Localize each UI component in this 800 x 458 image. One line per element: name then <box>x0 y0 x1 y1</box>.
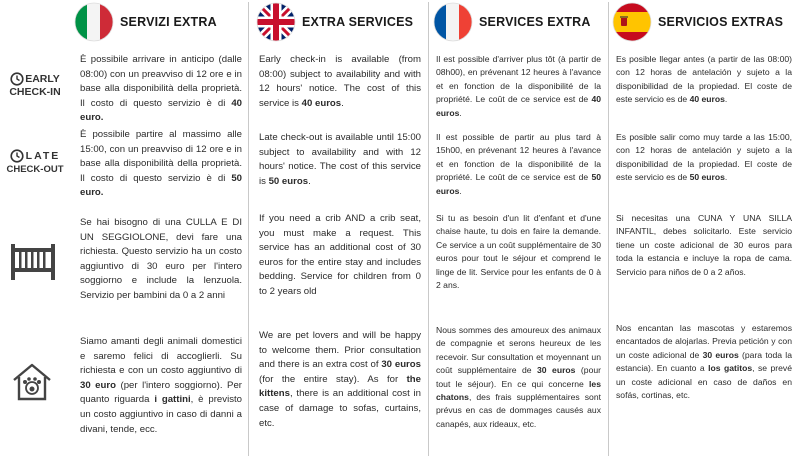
es-early-checkin: Es posible llegar antes (a partir de las 08:00) con 12 horas de antelación y sujeto a la disponibilidad de la propiedad. El coste de este servicio es de 40 euros. <box>616 54 792 105</box>
late-checkout-label: LATE CHECK-OUT <box>4 149 66 176</box>
column-divider <box>248 2 249 456</box>
column-divider <box>428 2 429 456</box>
fr-pets: Nous sommes des amoureux des animaux de compagnie et serons heureux de les recevoir. Sur consultation et moyennant un coût supplémentaire de 30 euros (pour tout le séjour). En ce qui concerne les chatons, des frais supplémentaires sont prévus en cas de dommages causés aux canapés, aux rideaux, etc. <box>436 325 601 429</box>
header-title: EXTRA SERVICES <box>302 15 414 29</box>
clock-icon <box>10 72 24 86</box>
fr-crib: Si tu as besoin d'un lit d'enfant et d'une chaise haute, tu dois en faire la demande. Ce service a un coût supplémentaire de 30 euros pour tout le séjour et comprend le linge de lit. Service pour les enfants de 0 à 2 ans. <box>436 213 601 291</box>
fr-late-checkout: Il est possible de partir au plus tard à 15h00, en prévenant 12 heures à l'avance et en fonction de la disponibilité de la propriété. Le coût de ce service est de 50 euros. <box>436 132 601 196</box>
it-crib: Se hai bisogno di una CULLA E DI UN SEGGIOLONE, devi fare una richiesta. Questo servizio ha un costo aggiuntivo di 30 euro per l'intero soggiorno e include la lenzuola. Servizio per bambini da 0 a 2 anni <box>80 217 242 301</box>
pet-house-icon <box>10 360 54 404</box>
spain-flag-icon <box>612 2 652 42</box>
late-checkout-label-line2: CHECK-OUT <box>6 164 64 175</box>
uk-flag-icon <box>256 2 296 42</box>
it-pets: Siamo amanti degli animali domestici e saremo felici di accoglierli. Su richiesta e con un costo aggiuntivo di 30 euro (per l'intero soggiorno). Per quanto riguarda i gattini, è previsto un costo aggiuntivo in caso di danni a divani, tende, ecc. <box>80 336 242 435</box>
early-checkin-label: EARLY CHECK-IN <box>4 72 66 99</box>
header-title: SERVICES EXTRA <box>479 15 591 29</box>
header-title: SERVICIOS EXTRAS <box>658 15 784 29</box>
it-early-checkin: È possibile arrivare in anticipo (dalle 08:00) con un preavviso di 12 ore e in base alla disponibilità della proprietà. Il costo di questo servizio è di 40 euro. <box>80 54 242 124</box>
clock-icon <box>10 149 24 163</box>
es-crib: Si necesitas una CUNA Y UNA SILLA INFANTIL, debes solicitarlo. Este servicio tiene un coste adicional de 30 euros para toda la estancia e incluye la ropa de cama. Servicio para niños de 0 a 2 años. <box>616 213 792 277</box>
crib-icon <box>8 240 58 282</box>
it-late-checkout: È possibile partire al massimo alle 15:00, con un preavviso di 12 ore e in base alla disponibilità della proprietà. Il costo di questo servizio è di 50 euro. <box>80 129 242 199</box>
en-late-checkout: Late check-out is available until 15:00 subject to availability and with 12 hours' notice. The cost of this service is 50 euros. <box>259 132 421 187</box>
fr-early-checkin: Il est possible d'arriver plus tôt (à partir de 08h00), en prévenant 12 heures à l'avance et en fonction de la disponibilité de la propriété. Le coût de ce service est de 40 euros. <box>436 54 601 118</box>
header-italian <box>74 0 217 44</box>
france-flag-icon <box>433 2 473 42</box>
header-spanish <box>612 0 783 44</box>
header-english <box>256 0 413 44</box>
header-french <box>433 0 591 44</box>
es-late-checkout: Es posible salir como muy tarde a las 15:00, con 12 horas de antelación y sujeto a la disponibilidad de la propiedad. El coste de este servicio es de 50 euros. <box>616 132 792 183</box>
en-pets: We are pet lovers and will be happy to welcome them. Prior consultation and there is an extra cost of 30 euros (for the entire stay). As for the kittens, there is an additional cost in case of damage to sofas, curtains, etc. <box>259 330 421 429</box>
en-early-checkin: Early check-in is available (from 08:00) subject to availability and with 12 hours' notice. The cost of this service is 40 euros. <box>259 54 421 109</box>
en-crib: If you need a crib AND a crib seat, you must make a request. This service has an additional cost of 30 euros for the entire stay and includes bedding. Service for children from 0 to 2 years old <box>259 213 421 297</box>
es-pets: Nos encantan las mascotas y estaremos encantados de alojarlas. Previa petición y con un coste adicional de 30 euros (para toda la estancia). En cuanto a los gatitos, se prevé un coste adicional en caso de daños en sofás, cortinas, etc. <box>616 323 792 401</box>
early-checkin-label-line2: CHECK-IN <box>9 86 61 98</box>
italy-flag-icon <box>74 2 114 42</box>
header-title: SERVIZI EXTRA <box>120 15 217 29</box>
column-divider <box>608 2 609 456</box>
